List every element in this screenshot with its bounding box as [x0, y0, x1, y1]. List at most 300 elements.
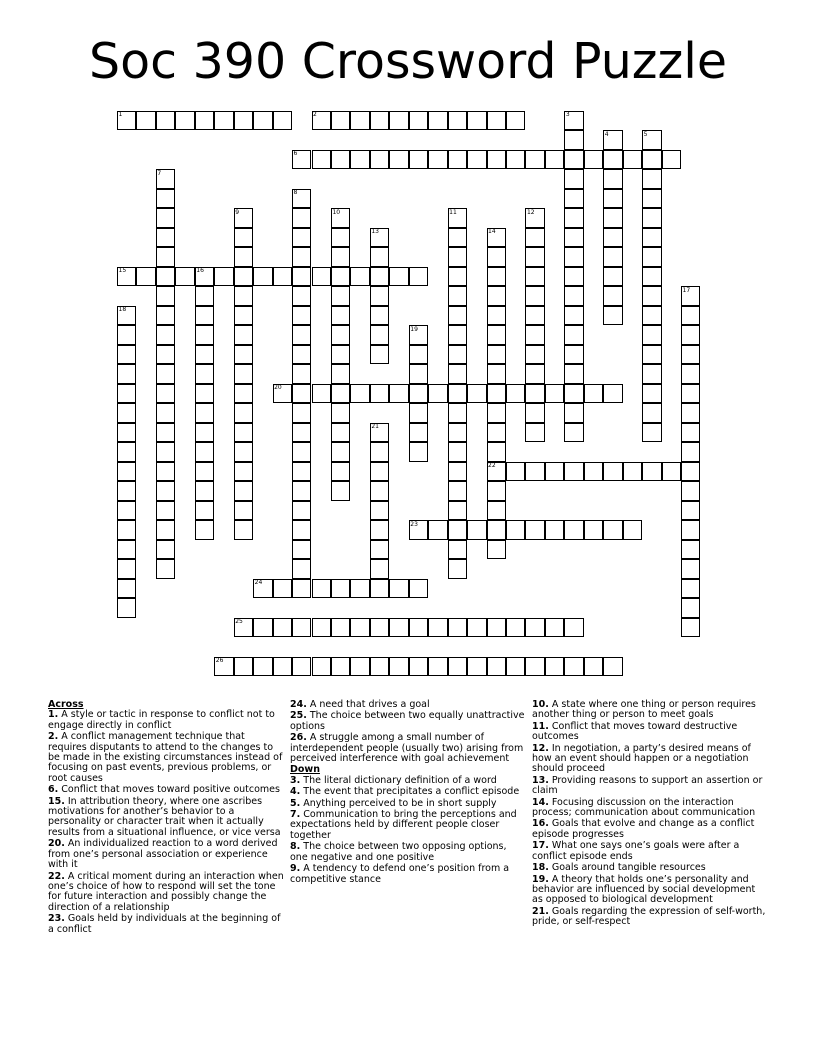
grid-cell[interactable]: [292, 247, 311, 267]
grid-cell[interactable]: [350, 384, 369, 404]
grid-cell[interactable]: [681, 403, 700, 423]
grid-cell[interactable]: [525, 423, 544, 443]
grid-cell[interactable]: [156, 462, 175, 482]
grid-cell[interactable]: [292, 520, 311, 540]
grid-cell[interactable]: [623, 150, 642, 170]
grid-cell[interactable]: [564, 228, 583, 248]
grid-cell[interactable]: [253, 618, 272, 638]
grid-cell[interactable]: [312, 384, 331, 404]
grid-cell[interactable]: [389, 657, 408, 677]
grid-cell[interactable]: [642, 267, 661, 287]
grid-cell[interactable]: [681, 559, 700, 579]
grid-cell[interactable]: [448, 325, 467, 345]
grid-cell[interactable]: [350, 267, 369, 287]
grid-cell[interactable]: [370, 540, 389, 560]
grid-cell[interactable]: [603, 267, 622, 287]
grid-cell[interactable]: [681, 481, 700, 501]
grid-cell[interactable]: [525, 228, 544, 248]
grid-cell[interactable]: [448, 111, 467, 131]
grid-cell[interactable]: [195, 364, 214, 384]
grid-cell[interactable]: [117, 325, 136, 345]
grid-cell[interactable]: [448, 520, 467, 540]
grid-cell[interactable]: [156, 286, 175, 306]
grid-cell[interactable]: [350, 150, 369, 170]
grid-cell[interactable]: [525, 520, 544, 540]
grid-cell[interactable]: [603, 286, 622, 306]
grid-cell[interactable]: [487, 345, 506, 365]
grid-cell[interactable]: [525, 462, 544, 482]
grid-cell[interactable]: [487, 540, 506, 560]
grid-cell[interactable]: [312, 618, 331, 638]
grid-cell[interactable]: [331, 423, 350, 443]
grid-cell[interactable]: [292, 403, 311, 423]
grid-cell[interactable]: [584, 384, 603, 404]
grid-cell[interactable]: [195, 384, 214, 404]
grid-cell[interactable]: [467, 150, 486, 170]
grid-cell[interactable]: [506, 111, 525, 131]
grid-cell[interactable]: [525, 657, 544, 677]
grid-cell[interactable]: [681, 598, 700, 618]
grid-cell[interactable]: [448, 423, 467, 443]
grid-cell[interactable]: [156, 364, 175, 384]
grid-cell[interactable]: [117, 442, 136, 462]
grid-cell[interactable]: [448, 481, 467, 501]
grid-cell[interactable]: [525, 286, 544, 306]
grid-cell[interactable]: [642, 247, 661, 267]
grid-cell[interactable]: [545, 384, 564, 404]
grid-cell[interactable]: [156, 559, 175, 579]
grid-cell[interactable]: [234, 325, 253, 345]
grid-cell[interactable]: [564, 150, 583, 170]
grid-cell[interactable]: [234, 345, 253, 365]
grid-cell[interactable]: [292, 657, 311, 677]
grid-cell[interactable]: [312, 657, 331, 677]
grid-cell[interactable]: [117, 559, 136, 579]
grid-cell[interactable]: [564, 247, 583, 267]
grid-cell[interactable]: [564, 462, 583, 482]
grid-cell[interactable]: [467, 618, 486, 638]
grid-cell[interactable]: [467, 520, 486, 540]
grid-cell[interactable]: [428, 618, 447, 638]
grid-cell[interactable]: [487, 442, 506, 462]
grid-cell[interactable]: [214, 267, 233, 287]
grid-cell[interactable]: [584, 657, 603, 677]
grid-cell[interactable]: [331, 384, 350, 404]
grid-cell[interactable]: [564, 403, 583, 423]
grid-cell[interactable]: [370, 286, 389, 306]
grid-cell[interactable]: [584, 462, 603, 482]
grid-cell[interactable]: [487, 481, 506, 501]
grid-cell[interactable]: [681, 384, 700, 404]
grid-cell[interactable]: [370, 462, 389, 482]
grid-cell[interactable]: [389, 579, 408, 599]
grid-cell[interactable]: [525, 384, 544, 404]
grid-cell[interactable]: [117, 462, 136, 482]
grid-cell[interactable]: [487, 657, 506, 677]
grid-cell[interactable]: [273, 579, 292, 599]
grid-cell[interactable]: [642, 286, 661, 306]
grid-cell[interactable]: [409, 364, 428, 384]
grid-cell[interactable]: [681, 618, 700, 638]
grid-cell[interactable]: [506, 657, 525, 677]
grid-cell[interactable]: [117, 481, 136, 501]
grid-cell[interactable]: [564, 345, 583, 365]
grid-cell[interactable]: [603, 306, 622, 326]
grid-cell[interactable]: [564, 267, 583, 287]
grid-cell[interactable]: [195, 403, 214, 423]
grid-cell[interactable]: [642, 423, 661, 443]
grid-cell[interactable]: [292, 501, 311, 521]
grid-cell[interactable]: [331, 325, 350, 345]
grid-cell[interactable]: [117, 501, 136, 521]
grid-cell[interactable]: [409, 423, 428, 443]
grid-cell[interactable]: [448, 559, 467, 579]
grid-cell[interactable]: [584, 520, 603, 540]
grid-cell[interactable]: [603, 150, 622, 170]
grid-cell[interactable]: [331, 618, 350, 638]
grid-cell[interactable]: [136, 111, 155, 131]
grid-cell[interactable]: [273, 657, 292, 677]
grid-cell[interactable]: [564, 520, 583, 540]
grid-cell[interactable]: [564, 384, 583, 404]
grid-cell[interactable]: [487, 306, 506, 326]
grid-cell[interactable]: [234, 423, 253, 443]
grid-cell[interactable]: [331, 111, 350, 131]
grid-cell[interactable]: [409, 579, 428, 599]
grid-cell[interactable]: [370, 559, 389, 579]
grid-cell[interactable]: [292, 228, 311, 248]
grid-cell[interactable]: [409, 657, 428, 677]
grid-cell[interactable]: [545, 618, 564, 638]
grid-cell[interactable]: [681, 423, 700, 443]
grid-cell[interactable]: [156, 267, 175, 287]
grid-cell[interactable]: [156, 403, 175, 423]
grid-cell[interactable]: [681, 442, 700, 462]
grid-cell[interactable]: [312, 579, 331, 599]
grid-cell[interactable]: [195, 481, 214, 501]
grid-cell[interactable]: [156, 501, 175, 521]
grid-cell[interactable]: [525, 403, 544, 423]
grid-cell[interactable]: [156, 208, 175, 228]
grid-cell[interactable]: [331, 364, 350, 384]
grid-cell[interactable]: [234, 462, 253, 482]
grid-cell[interactable]: [292, 384, 311, 404]
grid-cell[interactable]: [642, 306, 661, 326]
grid-cell[interactable]: [642, 462, 661, 482]
grid-cell[interactable]: [448, 462, 467, 482]
grid-cell[interactable]: [525, 306, 544, 326]
grid-cell[interactable]: [389, 111, 408, 131]
grid-cell[interactable]: [156, 228, 175, 248]
grid-cell[interactable]: [525, 618, 544, 638]
grid-cell[interactable]: [234, 111, 253, 131]
grid-cell[interactable]: [389, 267, 408, 287]
grid-cell[interactable]: [195, 462, 214, 482]
grid-cell[interactable]: [370, 481, 389, 501]
grid-cell[interactable]: [195, 442, 214, 462]
grid-cell[interactable]: [448, 618, 467, 638]
grid-cell[interactable]: [487, 247, 506, 267]
grid-cell[interactable]: [195, 520, 214, 540]
grid-cell[interactable]: [525, 247, 544, 267]
grid-cell[interactable]: [156, 325, 175, 345]
grid-cell[interactable]: [642, 208, 661, 228]
grid-cell[interactable]: [370, 657, 389, 677]
grid-cell[interactable]: [642, 403, 661, 423]
grid-cell[interactable]: [331, 345, 350, 365]
grid-cell[interactable]: [487, 403, 506, 423]
grid-cell[interactable]: [234, 657, 253, 677]
grid-cell[interactable]: [603, 208, 622, 228]
grid-cell[interactable]: [292, 306, 311, 326]
grid-cell[interactable]: [428, 384, 447, 404]
grid-cell[interactable]: [117, 403, 136, 423]
grid-cell[interactable]: [428, 520, 447, 540]
grid-cell[interactable]: [331, 442, 350, 462]
grid-cell[interactable]: [214, 111, 233, 131]
grid-cell[interactable]: [662, 462, 681, 482]
grid-cell[interactable]: [292, 559, 311, 579]
grid-cell[interactable]: [681, 345, 700, 365]
grid-cell[interactable]: [370, 247, 389, 267]
grid-cell[interactable]: [370, 618, 389, 638]
grid-cell[interactable]: [195, 306, 214, 326]
grid-cell[interactable]: [428, 111, 447, 131]
grid-cell[interactable]: [525, 364, 544, 384]
grid-cell[interactable]: [487, 520, 506, 540]
grid-cell[interactable]: [156, 423, 175, 443]
grid-cell[interactable]: [195, 423, 214, 443]
grid-cell[interactable]: [234, 442, 253, 462]
grid-cell[interactable]: [234, 364, 253, 384]
grid-cell[interactable]: [681, 325, 700, 345]
grid-cell[interactable]: [370, 111, 389, 131]
grid-cell[interactable]: [234, 267, 253, 287]
grid-cell[interactable]: [506, 618, 525, 638]
grid-cell[interactable]: [292, 481, 311, 501]
grid-cell[interactable]: [603, 189, 622, 209]
grid-cell[interactable]: [564, 364, 583, 384]
grid-cell[interactable]: [292, 579, 311, 599]
grid-cell[interactable]: [292, 618, 311, 638]
grid-cell[interactable]: [253, 111, 272, 131]
grid-cell[interactable]: [642, 189, 661, 209]
grid-cell[interactable]: [448, 267, 467, 287]
grid-cell[interactable]: [467, 657, 486, 677]
grid-cell[interactable]: [253, 657, 272, 677]
grid-cell[interactable]: [545, 657, 564, 677]
grid-cell[interactable]: [234, 247, 253, 267]
grid-cell[interactable]: [642, 325, 661, 345]
grid-cell[interactable]: [603, 384, 622, 404]
grid-cell[interactable]: [642, 384, 661, 404]
grid-cell[interactable]: [603, 657, 622, 677]
grid-cell[interactable]: [487, 267, 506, 287]
grid-cell[interactable]: [448, 306, 467, 326]
grid-cell[interactable]: [428, 657, 447, 677]
grid-cell[interactable]: [681, 462, 700, 482]
grid-cell[interactable]: [117, 384, 136, 404]
grid-cell[interactable]: [487, 150, 506, 170]
grid-cell[interactable]: [564, 657, 583, 677]
grid-cell[interactable]: [331, 267, 350, 287]
grid-cell[interactable]: [117, 345, 136, 365]
grid-cell[interactable]: [448, 150, 467, 170]
grid-cell[interactable]: [448, 540, 467, 560]
grid-cell[interactable]: [623, 462, 642, 482]
grid-cell[interactable]: [350, 618, 369, 638]
grid-cell[interactable]: [409, 345, 428, 365]
grid-cell[interactable]: [156, 111, 175, 131]
grid-cell[interactable]: [409, 403, 428, 423]
grid-cell[interactable]: [545, 150, 564, 170]
grid-cell[interactable]: [409, 442, 428, 462]
grid-cell[interactable]: [564, 618, 583, 638]
grid-cell[interactable]: [117, 540, 136, 560]
grid-cell[interactable]: [156, 247, 175, 267]
grid-cell[interactable]: [292, 364, 311, 384]
grid-cell[interactable]: [195, 325, 214, 345]
grid-cell[interactable]: [545, 462, 564, 482]
grid-cell[interactable]: [564, 130, 583, 150]
grid-cell[interactable]: [273, 111, 292, 131]
grid-cell[interactable]: [195, 286, 214, 306]
grid-cell[interactable]: [331, 657, 350, 677]
grid-cell[interactable]: [564, 423, 583, 443]
grid-cell[interactable]: [525, 325, 544, 345]
grid-cell[interactable]: [409, 111, 428, 131]
grid-cell[interactable]: [642, 364, 661, 384]
grid-cell[interactable]: [175, 111, 194, 131]
grid-cell[interactable]: [234, 384, 253, 404]
grid-cell[interactable]: [195, 111, 214, 131]
grid-cell[interactable]: [156, 189, 175, 209]
grid-cell[interactable]: [506, 520, 525, 540]
grid-cell[interactable]: [234, 306, 253, 326]
grid-cell[interactable]: [681, 540, 700, 560]
grid-cell[interactable]: [292, 540, 311, 560]
grid-cell[interactable]: [273, 618, 292, 638]
grid-cell[interactable]: [467, 111, 486, 131]
grid-cell[interactable]: [467, 384, 486, 404]
grid-cell[interactable]: [234, 501, 253, 521]
grid-cell[interactable]: [487, 364, 506, 384]
grid-cell[interactable]: [525, 345, 544, 365]
grid-cell[interactable]: [331, 462, 350, 482]
grid-cell[interactable]: [681, 520, 700, 540]
grid-cell[interactable]: [487, 501, 506, 521]
grid-cell[interactable]: [603, 228, 622, 248]
grid-cell[interactable]: [234, 520, 253, 540]
grid-cell[interactable]: [681, 306, 700, 326]
grid-cell[interactable]: [350, 579, 369, 599]
grid-cell[interactable]: [370, 345, 389, 365]
grid-cell[interactable]: [156, 384, 175, 404]
grid-cell[interactable]: [292, 442, 311, 462]
grid-cell[interactable]: [292, 462, 311, 482]
grid-cell[interactable]: [448, 657, 467, 677]
grid-cell[interactable]: [117, 579, 136, 599]
grid-cell[interactable]: [564, 189, 583, 209]
grid-cell[interactable]: [448, 286, 467, 306]
grid-cell[interactable]: [370, 501, 389, 521]
grid-cell[interactable]: [545, 520, 564, 540]
grid-cell[interactable]: [331, 286, 350, 306]
grid-cell[interactable]: [409, 618, 428, 638]
grid-cell[interactable]: [662, 150, 681, 170]
grid-cell[interactable]: [642, 228, 661, 248]
grid-cell[interactable]: [117, 520, 136, 540]
grid-cell[interactable]: [681, 579, 700, 599]
grid-cell[interactable]: [292, 267, 311, 287]
grid-cell[interactable]: [564, 325, 583, 345]
grid-cell[interactable]: [448, 501, 467, 521]
grid-cell[interactable]: [623, 520, 642, 540]
grid-cell[interactable]: [331, 481, 350, 501]
grid-cell[interactable]: [331, 306, 350, 326]
grid-cell[interactable]: [487, 423, 506, 443]
grid-cell[interactable]: [506, 462, 525, 482]
grid-cell[interactable]: [117, 598, 136, 618]
grid-cell[interactable]: [292, 345, 311, 365]
grid-cell[interactable]: [370, 150, 389, 170]
grid-cell[interactable]: [195, 345, 214, 365]
grid-cell[interactable]: [331, 403, 350, 423]
grid-cell[interactable]: [234, 286, 253, 306]
grid-cell[interactable]: [350, 111, 369, 131]
grid-cell[interactable]: [487, 618, 506, 638]
grid-cell[interactable]: [331, 150, 350, 170]
grid-cell[interactable]: [292, 286, 311, 306]
grid-cell[interactable]: [603, 169, 622, 189]
grid-cell[interactable]: [117, 364, 136, 384]
grid-cell[interactable]: [448, 403, 467, 423]
grid-cell[interactable]: [487, 325, 506, 345]
grid-cell[interactable]: [409, 384, 428, 404]
grid-cell[interactable]: [156, 481, 175, 501]
grid-cell[interactable]: [370, 384, 389, 404]
grid-cell[interactable]: [370, 306, 389, 326]
grid-cell[interactable]: [292, 208, 311, 228]
grid-cell[interactable]: [389, 384, 408, 404]
grid-cell[interactable]: [603, 520, 622, 540]
grid-cell[interactable]: [584, 150, 603, 170]
grid-cell[interactable]: [448, 442, 467, 462]
grid-cell[interactable]: [312, 150, 331, 170]
grid-cell[interactable]: [564, 286, 583, 306]
grid-cell[interactable]: [448, 384, 467, 404]
grid-cell[interactable]: [234, 228, 253, 248]
grid-cell[interactable]: [448, 364, 467, 384]
grid-cell[interactable]: [370, 267, 389, 287]
grid-cell[interactable]: [370, 325, 389, 345]
grid-cell[interactable]: [642, 169, 661, 189]
grid-cell[interactable]: [156, 520, 175, 540]
grid-cell[interactable]: [234, 403, 253, 423]
grid-cell[interactable]: [564, 306, 583, 326]
grid-cell[interactable]: [117, 423, 136, 443]
grid-cell[interactable]: [642, 150, 661, 170]
grid-cell[interactable]: [448, 247, 467, 267]
grid-cell[interactable]: [389, 150, 408, 170]
grid-cell[interactable]: [681, 501, 700, 521]
grid-cell[interactable]: [156, 306, 175, 326]
grid-cell[interactable]: [681, 364, 700, 384]
grid-cell[interactable]: [487, 286, 506, 306]
grid-cell[interactable]: [448, 345, 467, 365]
grid-cell[interactable]: [428, 150, 447, 170]
grid-cell[interactable]: [350, 657, 369, 677]
